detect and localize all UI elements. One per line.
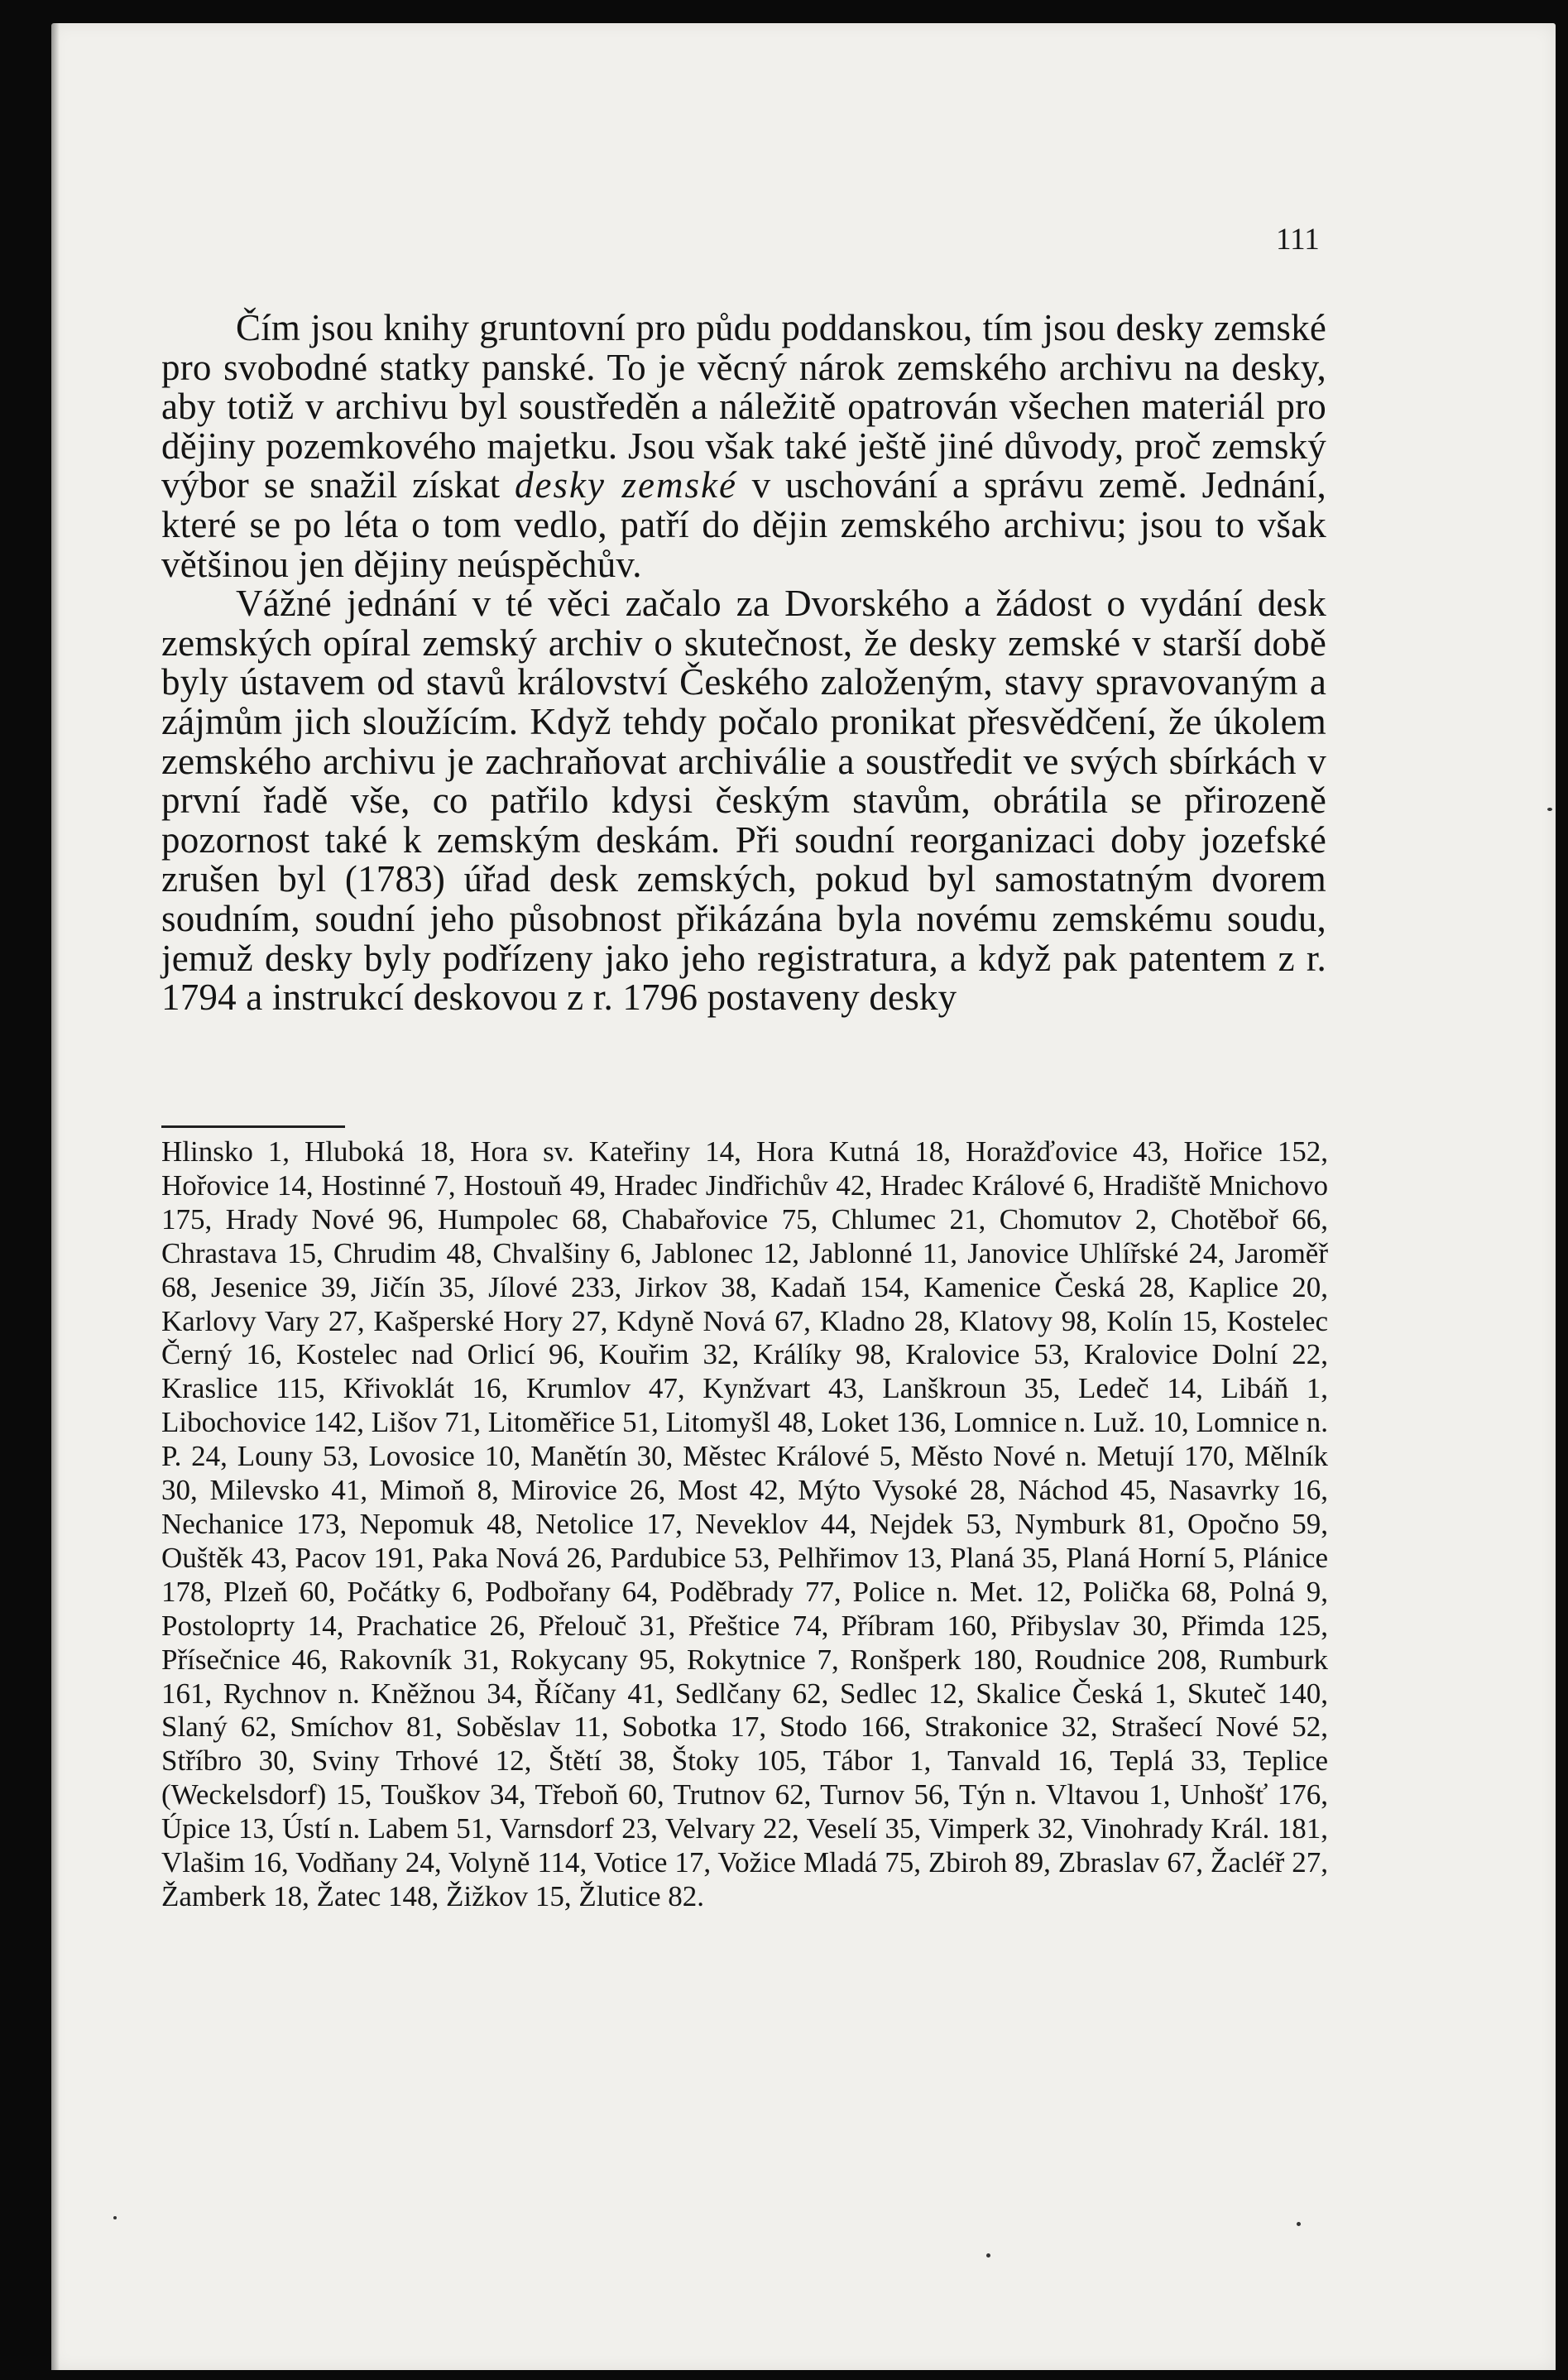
footnote-separator (161, 1125, 345, 1128)
paragraph-1 (161, 309, 1326, 584)
print-speck (1297, 2222, 1301, 2226)
paragraph-2: Vážné jednání v té věci začalo za Dvorského a žádost o vydání desk zemských opíral zemský archiv o skutečnost, že desky zemské v starší době byly ústavem od stavů království Českého založeným, stavy spravovaným a zájmům jich sloužícím. Když tehdy počalo pronikat přesvědčení, že úkolem zemského archivu je zachraňovat archiválie a soustředit ve svých sbírkách v první řadě vše, co patřilo kdysi českým stavům, obrátila se přirozeně pozornost také k zemským deskám. Při soudní reorganizaci doby jozefské zrušen byl (1783) úřad desk zemských, pokud byl samostatným dvorem soudním, soudní jeho působnost přikázána byla novému zemskému soudu, jemuž desky byly podřízeny jako jeho registratura, a když pak patentem z r. 1794 a instrukcí deskovou z r. 1796 postaveny desky (161, 583, 1326, 1019)
italic-term: desky zemské (515, 464, 737, 506)
print-speck (986, 2253, 990, 2258)
paragraph-1-text: Čím jsou knihy gruntovní pro půdu poddanskou, tím jsou desky zemské pro svobodné statky panské. To je věcný nárok zemského archivu na desky, aby totiž v archivu byl soustředěn a náležitě opatrován všechen materiál pro dějiny pozemkového majetku. Jsou však také ještě jiné důvody, proč zemský výbor se snažil získat (161, 307, 1326, 506)
paragraph-1-continuation: v uschování a správu země. Jednání, které se po léta o tom vedlo, patří do dějin zemského archivu; jsou to však většinou jen dějiny neúspěchův. (161, 464, 1326, 585)
print-speck (113, 2216, 117, 2219)
main-text (161, 309, 1326, 1018)
print-speck (1547, 808, 1552, 811)
page-number: 111 (1276, 223, 1320, 257)
page-edge-shadow (51, 23, 60, 2370)
footnote-text: Hlinsko 1, Hluboká 18, Hora sv. Kateřiny 14, Hora Kutná 18, Horažďovice 43, Hořice 152, Hořovice 14, Hostinné 7, Hostouň 49, Hradec Jindřichův 42, Hradec Králové 6, Hradiště Mnichovo 175, Hrady Nové 96, Humpolec 68, Chabařovice 75, Chlumec 21, Chomutov 2, Chotěboř 66, Chrastava 15, Chrudim 48, Chvalšiny 6, Jablonec 12, Jablonné 11, Janovice Uhlířské 24, Jaroměř 68, Jesenice 39, Jičín 35, Jílové 233, Jirkov 38, Kadaň 154, Kamenice Česká 28, Kaplice 20, Karlovy Vary 27, Kašperské Hory 27, Kdyně Nová 67, Kladno 28, Klatovy 98, Kolín 15, Kostelec Černý 16, Kostelec nad Orlicí 96, Kouřim 32, Králíky 98, Kralovice 53, Kralovice Dolní 22, Kraslice 115, Křivoklát 16, Krumlov 47, Kynžvart 43, Lanškroun 35, Ledeč 14, Libáň 1, Libochovice 142, Lišov 71, Litoměřice 51, Litomyšl 48, Loket 136, Lomnice n. Luž. 10, Lomnice n. P. 24, Louny 53, Lovosice 10, Manětín 30, Městec Králové 5, Město Nové n. Metují 170, Mělník 30, Milevsko 41, Mimoň 8, Mirovice 26, Most 42, Mýto Vysoké 28, Náchod 45, Nasavrky 16, Nechanice 173, Nepomuk 48, Netolice 17, Neveklov 44, Nejdek 53, Nymburk 81, Opočno 59, Ouštěk 43, Pacov 191, Paka Nová 26, Pardubice 53, Pelhřimov 13, Planá 35, Planá Horní 5, Plánice 178, Plzeň 60, Počátky 6, Podbořany 64, Poděbrady 77, Police n. Met. 12, Polička 68, Polná 9, Postoloprty 14, Prachatice 26, Přelouč 31, Přeštice 74, Příbram 160, Přibyslav 30, Přimda 125, Přísečnice 46, Rakovník 31, Rokycany 95, Rokytnice 7, Ronšperk 180, Roudnice 208, Rumburk 161, Rychnov n. Kněžnou 34, Říčany 41, Sedlčany 62, Sedlec 12, Skalice Česká 1, Skuteč 140, Slaný 62, Smíchov 81, Soběslav 11, Sobotka 17, Stodo 166, Strakonice 32, Strašecí Nové 52, Stříbro 30, Sviny Trhové 12, Štětí 38, Štoky 105, Tábor 1, Tanvald 16, Teplá 33, Teplice (Weckelsdorf) 15, Touškov 34, Třeboň 60, Trutnov 62, Turnov 56, Týn n. Vltavou 1, Unhošť 176, Úpice 13, Ústí n. Labem 51, Varnsdorf 23, Velvary 22, Veselí 35, Vimperk 32, Vinohrady Král. 181, Vlašim 16, Vodňany 24, Volyně 114, Votice 17, Vožice Mladá 75, Zbiroh 89, Zbraslav 67, Žacléř 27, Žamberk 18, Žatec 148, Žižkov 15, Žlutice 82. (161, 1135, 1328, 1912)
book-page (51, 23, 1556, 2370)
